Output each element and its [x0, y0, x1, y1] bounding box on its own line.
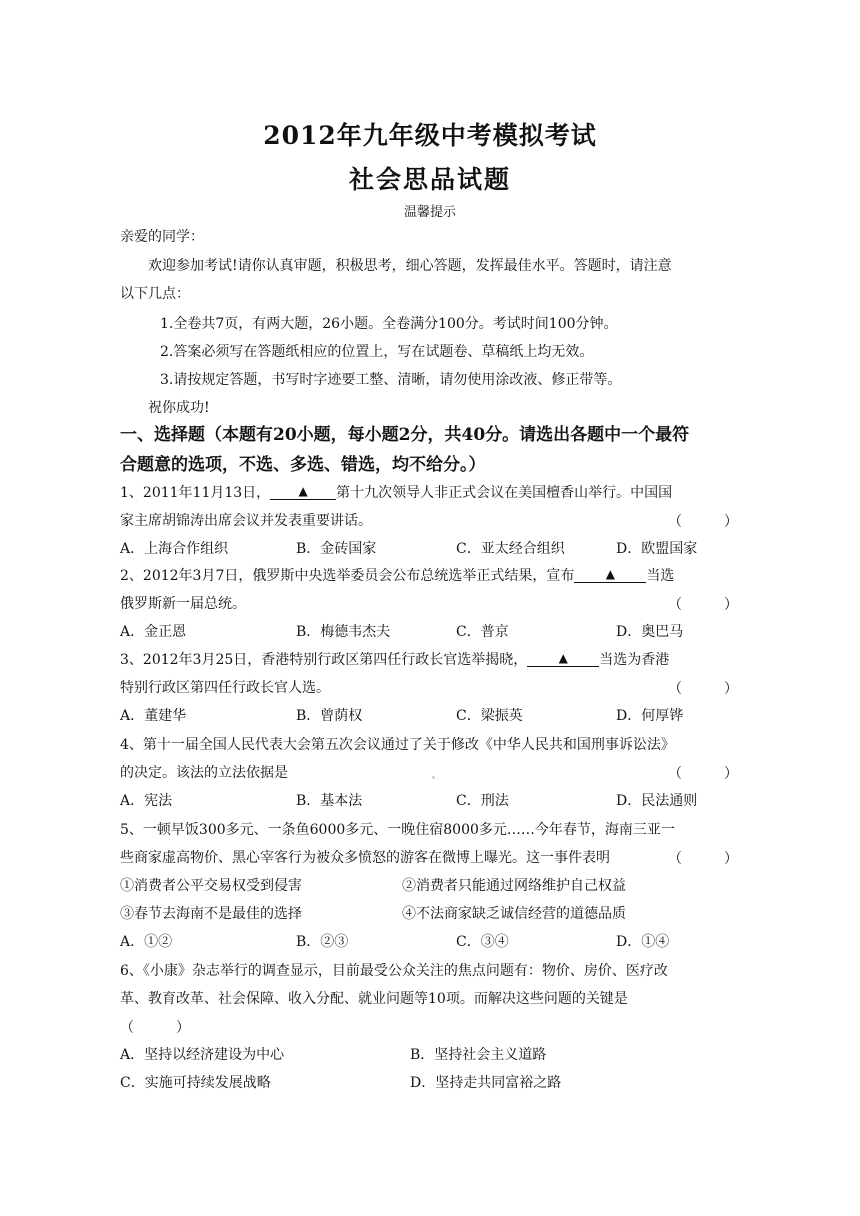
rule-1: 1.全卷共7页，有两大题，26小题。全卷满分100分。考试时间100分钟。: [160, 316, 618, 332]
tips-heading: 温馨提示: [403, 205, 456, 220]
question-2-line1: [120, 566, 674, 586]
greeting: 亲爱的同学：: [120, 229, 204, 245]
q5-option-c: C．③④: [456, 934, 509, 950]
scan-speck: [432, 776, 435, 779]
question-6-answer-paren: （ ）: [120, 1020, 190, 1036]
exam-title: 2012年九年级中考模拟考试: [263, 121, 597, 150]
q1-option-d: D．欧盟国家: [616, 541, 698, 557]
blank-triangle-icon: ▲: [298, 484, 308, 498]
question-3-text-pre: 3、2012年3月25日，香港特别行政区第四任行政长官选举揭晓，: [120, 652, 528, 668]
q3-option-b: B．曾荫权: [296, 708, 363, 724]
q3-option-d: D．何厚铧: [616, 708, 684, 724]
q4-option-b: B．基本法: [296, 793, 363, 809]
question-3-text-post: 当选为香港: [599, 652, 670, 668]
q1-option-b: B．金砖国家: [296, 541, 377, 557]
exam-subject-title: 社会思品试题: [348, 165, 511, 194]
rule-3: 3.请按规定答题，书写时字迹要工整、清晰，请勿使用涂改液、修正带等。: [160, 372, 622, 388]
q6-option-a: A．坚持以经济建设为中心: [120, 1047, 285, 1063]
question-5-answer-paren: （ ）: [668, 851, 738, 867]
q6-option-d: D．坚持走共同富裕之路: [410, 1075, 562, 1091]
question-3-line2: 特别行政区第四任行政长官人选。: [120, 680, 330, 696]
question-1-line1: [120, 483, 672, 503]
q5-option-b: B．②③: [296, 934, 349, 950]
question-4-line1: 4、第十一届全国人民代表大会第五次会议通过了关于修改《中华人民共和国刑事诉讼法》: [120, 737, 675, 753]
q5-option-d: D．①④: [616, 934, 670, 950]
q3-option-a: A．董建华: [120, 708, 187, 724]
q2-option-d: D．奥巴马: [616, 624, 684, 640]
q6-option-b: B．坚持社会主义道路: [410, 1047, 547, 1063]
question-4-answer-paren: （ ）: [668, 766, 738, 782]
q1-option-c: C．亚太经合组织: [456, 541, 565, 557]
q2-option-c: C．普京: [456, 624, 509, 640]
section1-heading-line1: 一、选择题（本题有20小题，每小题2分，共40分。请选出各题中一个最符: [120, 425, 690, 445]
question-4-line2: 的决定。该法的立法依据是: [120, 765, 288, 781]
wish: 祝你成功!: [148, 400, 210, 416]
q3-option-c: C．梁振英: [456, 708, 523, 724]
q2-option-b: B．梅德韦杰夫: [296, 624, 391, 640]
question-3-blank: [527, 650, 599, 667]
question-2-text-post: 当选: [646, 568, 675, 584]
question-1-blank: [270, 483, 336, 500]
q1-option-a: A．上海合作组织: [120, 541, 229, 557]
question-1-text-post: 第十九次领导人非正式会议在美国檀香山举行。中国国: [336, 485, 673, 501]
question-2-line2: 俄罗斯新一届总统。: [120, 596, 246, 612]
intro-paragraph-line1: 欢迎参加考试!请你认真审题，积极思考，细心答题，发挥最佳水平。答题时，请注意: [148, 258, 672, 274]
question-3-line1: [120, 650, 669, 670]
question-5-line1: 5、一顿早饭300多元、一条鱼6000多元、一晚住宿8000多元……今年春节，海南三亚一: [120, 822, 675, 838]
question-1-text-pre: 1、2011年11月13日，: [120, 485, 271, 501]
q5-statement-1: ①消费者公平交易权受到侵害: [120, 878, 302, 894]
q5-statement-2: ②消费者只能通过网络维护自己权益: [402, 878, 626, 894]
q4-option-a: A．宪法: [120, 793, 173, 809]
q5-statement-3: ③春节去海南不是最佳的选择: [120, 906, 302, 922]
question-2-blank: [574, 566, 646, 583]
intro-paragraph-line2: 以下几点：: [120, 286, 190, 302]
q2-option-a: A．金正恩: [120, 624, 187, 640]
q6-option-c: C．实施可持续发展战略: [120, 1075, 271, 1091]
question-1-line2: 家主席胡锦涛出席会议并发表重要讲话。: [120, 513, 372, 529]
question-6-line2: 革、教育改革、社会保障、收入分配、就业问题等10项。而解决这些问题的关键是: [120, 991, 628, 1007]
q5-option-a: A．①②: [120, 934, 173, 950]
question-6-line1: 6、《小康》杂志举行的调查显示，目前最受公众关注的焦点问题有：物价、房价、医疗改: [120, 963, 668, 979]
blank-triangle-icon: ▲: [605, 567, 615, 581]
question-3-answer-paren: （ ）: [668, 681, 738, 697]
question-2-text-pre: 2、2012年3月7日，俄罗斯中央选举委员会公布总统选举正式结果，宣布: [120, 568, 575, 584]
question-2-answer-paren: （ ）: [668, 597, 738, 613]
blank-triangle-icon: ▲: [558, 651, 568, 665]
question-1-answer-paren: （ ）: [668, 514, 738, 530]
q4-option-d: D．民法通则: [616, 793, 698, 809]
question-5-line2: 些商家虚高物价、黑心宰客行为被众多愤怒的游客在微博上曝光。这一事件表明: [120, 850, 610, 866]
rule-2: 2.答案必须写在答题纸相应的位置上，写在试题卷、草稿纸上均无效。: [160, 344, 594, 360]
q4-option-c: C．刑法: [456, 793, 509, 809]
q5-statement-4: ④不法商家缺乏诚信经营的道德品质: [402, 906, 626, 922]
section1-heading-line2: 合题意的选项，不选、多选、错选，均不给分。）: [120, 455, 486, 475]
